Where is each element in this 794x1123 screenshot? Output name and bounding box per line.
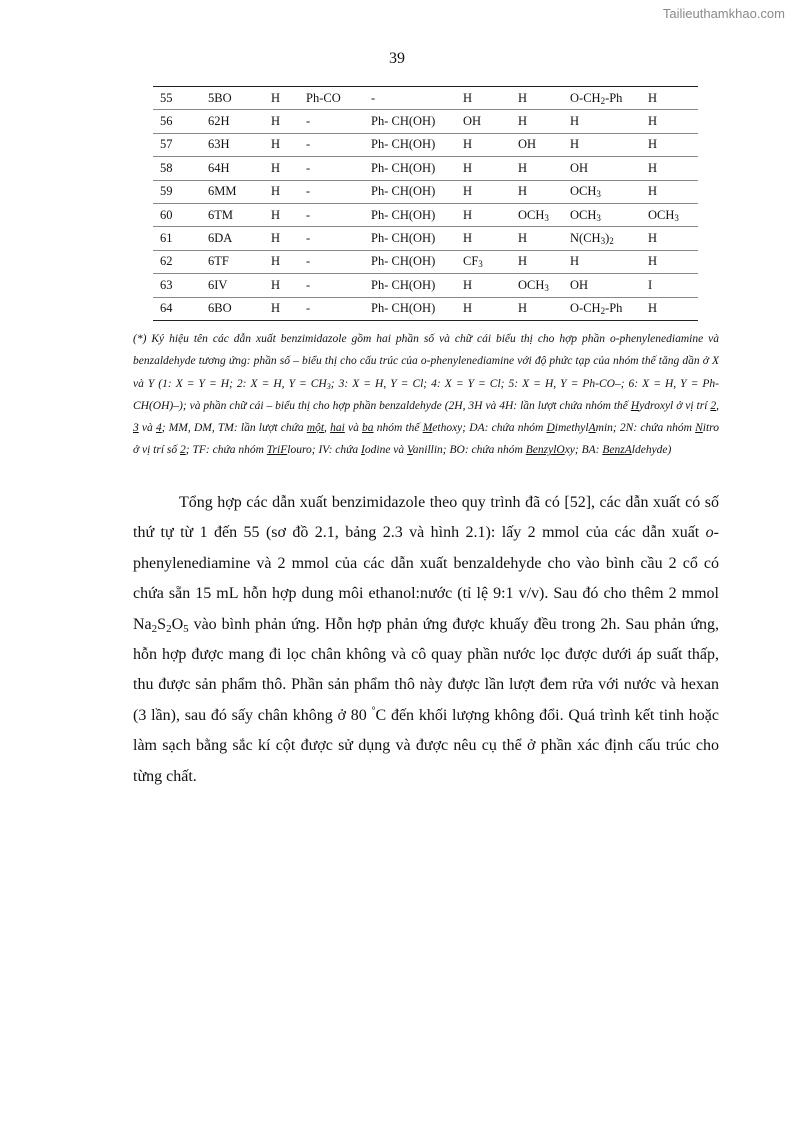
table-cell: H <box>511 110 563 133</box>
table-row <box>153 180 698 203</box>
table-cell: $O-CH_2-Ph$ <box>563 87 641 110</box>
table-row <box>153 110 698 133</box>
table-row <box>153 297 698 320</box>
table-cell: $OCH_3$ <box>563 180 641 203</box>
table-cell: H <box>264 227 299 250</box>
table-row <box>153 157 698 180</box>
table-cell: H <box>648 301 658 316</box>
table-cell: H <box>264 87 299 110</box>
table-cell: Ph-CO <box>299 87 364 110</box>
table-cell: H <box>456 157 511 180</box>
table-cell: 59 <box>153 180 201 203</box>
table-cell: $OCH_3$ <box>641 203 698 226</box>
table-cell: H <box>456 203 511 226</box>
table-cell: $CF_3$ <box>456 250 511 273</box>
table-cell: 60 <box>153 203 201 226</box>
table-cell: H <box>641 87 698 110</box>
table-cell: Ph- CH(OH) <box>371 301 436 316</box>
table-cell: 6MM <box>201 180 264 203</box>
table-cell: H <box>264 180 299 203</box>
table-cell: Ph- CH(OH) <box>364 227 456 250</box>
table-cell: - <box>364 87 456 110</box>
table-cell: - <box>299 157 364 180</box>
table-cell: - <box>299 203 364 226</box>
table-cell: - <box>299 250 364 273</box>
table-cell: H <box>264 110 299 133</box>
table-cell: H <box>641 110 698 133</box>
table-cell: Ph- CH(OH) <box>364 250 456 273</box>
table-cell: H <box>271 301 281 316</box>
table-cell: - <box>299 180 364 203</box>
table-cell: H <box>456 227 511 250</box>
table-cell: 63 <box>153 274 201 297</box>
table-row <box>153 227 698 250</box>
table-cell: H <box>518 301 528 316</box>
table-cell: H <box>563 110 641 133</box>
table-cell: - <box>299 110 364 133</box>
body-paragraph: Tổng hợp các dẫn xuất benzimidazole theo quy trình đã có [52], các dẫn xuất có số thứ tự từ 1 đến 55 (sơ đồ 2.1, bảng 2.3 và hình 2.1): lấy 2 mmol của các dẫn xuất o-phenylenediamine và 2 mmol của các dẫn xuất benzaldehyde cho vào bình cầu 2 cổ có chứa sẵn 15 mL hỗn hợp dung môi ethanol:nước (tỉ lệ 9:1 v/v). Sau đó cho thêm 2 mmol $Na_2S_2O_5$ vào bình phản ứng. Hỗn hợp phản ứng được khuấy đều trong 2h. Sau phản ứng, hỗn hợp được mang đi lọc chân không và cô quay phần nước lọc được dưới áp suất thấp, thu được sản phẩm thô. Phần sản phẩm thô này được lần lượt đem rửa với nước và hexan (3 lần), sau đó sấy chân không ở 80 °C đến khối lượng không đổi. Quá trình kết tinh hoặc làm sạch bằng sắc kí cột được sử dụng và được nêu cụ thể ở phần xác định cấu trúc cho từng chất. <box>133 494 719 785</box>
table-cell: H <box>641 250 698 273</box>
table-cell: 58 <box>153 157 201 180</box>
table-cell: H <box>264 133 299 156</box>
table-cell: H <box>264 250 299 273</box>
table-cell: 64 <box>160 301 173 316</box>
table-cell: H <box>456 180 511 203</box>
table-cell: 61 <box>153 227 201 250</box>
table-cell: 55 <box>153 87 201 110</box>
table-cell: H <box>463 301 473 316</box>
table-cell: $N(CH_3)_2$ <box>563 227 641 250</box>
table-cell: I <box>641 274 698 297</box>
table-cell: H <box>563 250 641 273</box>
table-cell: - <box>299 227 364 250</box>
table-cell: H <box>641 180 698 203</box>
table-cell: - <box>299 133 364 156</box>
table-cell: H <box>563 133 641 156</box>
table-cell: $OCH_3$ <box>511 274 563 297</box>
table-cell: H <box>511 227 563 250</box>
table-cell: H <box>641 133 698 156</box>
table-cell: 63H <box>201 133 264 156</box>
table-cell: Ph- CH(OH) <box>364 133 456 156</box>
table-cell: H <box>456 133 511 156</box>
table-cell: - <box>306 301 311 316</box>
table-cell: 64H <box>201 157 264 180</box>
table-cell: Ph- CH(OH) <box>364 110 456 133</box>
table-row <box>153 250 698 273</box>
table-cell: H <box>511 180 563 203</box>
table-cell: 6IV <box>201 274 264 297</box>
table-cell: H <box>511 87 563 110</box>
table-cell: H <box>641 157 698 180</box>
table-cell: $O-CH_2-Ph$ <box>570 301 623 317</box>
table-cell: H <box>264 157 299 180</box>
table-row <box>153 274 698 297</box>
table-cell: OH <box>563 274 641 297</box>
table-footnote: (*) Ký hiệu tên các dẫn xuất benzimidazole gồm hai phần số và chữ cái biểu thị cho hợp phần o-phenylenediamine và benzaldehyde tương ứng: phần số – biểu thị cho cấu trúc của o-phenylenediamine với độ phức tạp của nhóm thế tăng dần ở X và Y (1: X = Y = H; 2: X = H, $Y = CH_3$; 3: X = H, Y = Cl; 4: X = Y = Cl; 5: X = H, Y = Ph-CO–; 6: X = H, Y = Ph- CH(OH)–); và phần chữ cái – biểu thị cho hợp phần benzaldehyde (2H, 3H và 4H: lần lượt chứa nhóm thế Hydroxyl ở vị trí 2, 3 và 4; MM, DM, TM: lần lượt chứa một, hai và ba nhóm thế Methoxy; DA: chứa nhóm DimethylAmin; 2N: chứa nhóm Nitro ở vị trí số 2; TF: chứa nhóm TriFlouro; IV: chứa Iodine và Vanillin; BO: chứa nhóm BenzylOxy; BA: BenzAldehyde) <box>133 333 720 457</box>
table-cell: 56 <box>153 110 201 133</box>
table-cell: Ph- CH(OH) <box>364 203 456 226</box>
table-cell: 6TF <box>201 250 264 273</box>
table-cell: Ph- CH(OH) <box>364 157 456 180</box>
table-cell: 57 <box>153 133 201 156</box>
page-number: 39 <box>389 50 405 67</box>
table-cell: $OCH_3$ <box>511 203 563 226</box>
table-cell: Ph- CH(OH) <box>364 180 456 203</box>
watermark: Tailieuthamkhao.com <box>662 6 785 21</box>
compound-table <box>153 86 698 321</box>
table-cell: H <box>511 250 563 273</box>
table-cell: H <box>641 227 698 250</box>
table-row <box>153 133 698 156</box>
table-cell: $OCH_3$ <box>563 203 641 226</box>
table-cell: H <box>264 203 299 226</box>
table-cell: H <box>264 274 299 297</box>
table-cell: - <box>299 274 364 297</box>
table-cell: 62H <box>201 110 264 133</box>
table-cell: OH <box>456 110 511 133</box>
table-cell: 6BO <box>208 301 232 316</box>
table-cell: Ph- CH(OH) <box>364 274 456 297</box>
table-cell: 62 <box>153 250 201 273</box>
table-cell: 6TM <box>201 203 264 226</box>
table-cell: H <box>456 274 511 297</box>
table-row <box>153 203 698 226</box>
table-cell: 5BO <box>201 87 264 110</box>
table-row <box>153 87 698 110</box>
table-cell: 6DA <box>201 227 264 250</box>
table-cell: H <box>511 157 563 180</box>
table-cell: OH <box>511 133 563 156</box>
table-cell: H <box>456 87 511 110</box>
table-cell: OH <box>563 157 641 180</box>
